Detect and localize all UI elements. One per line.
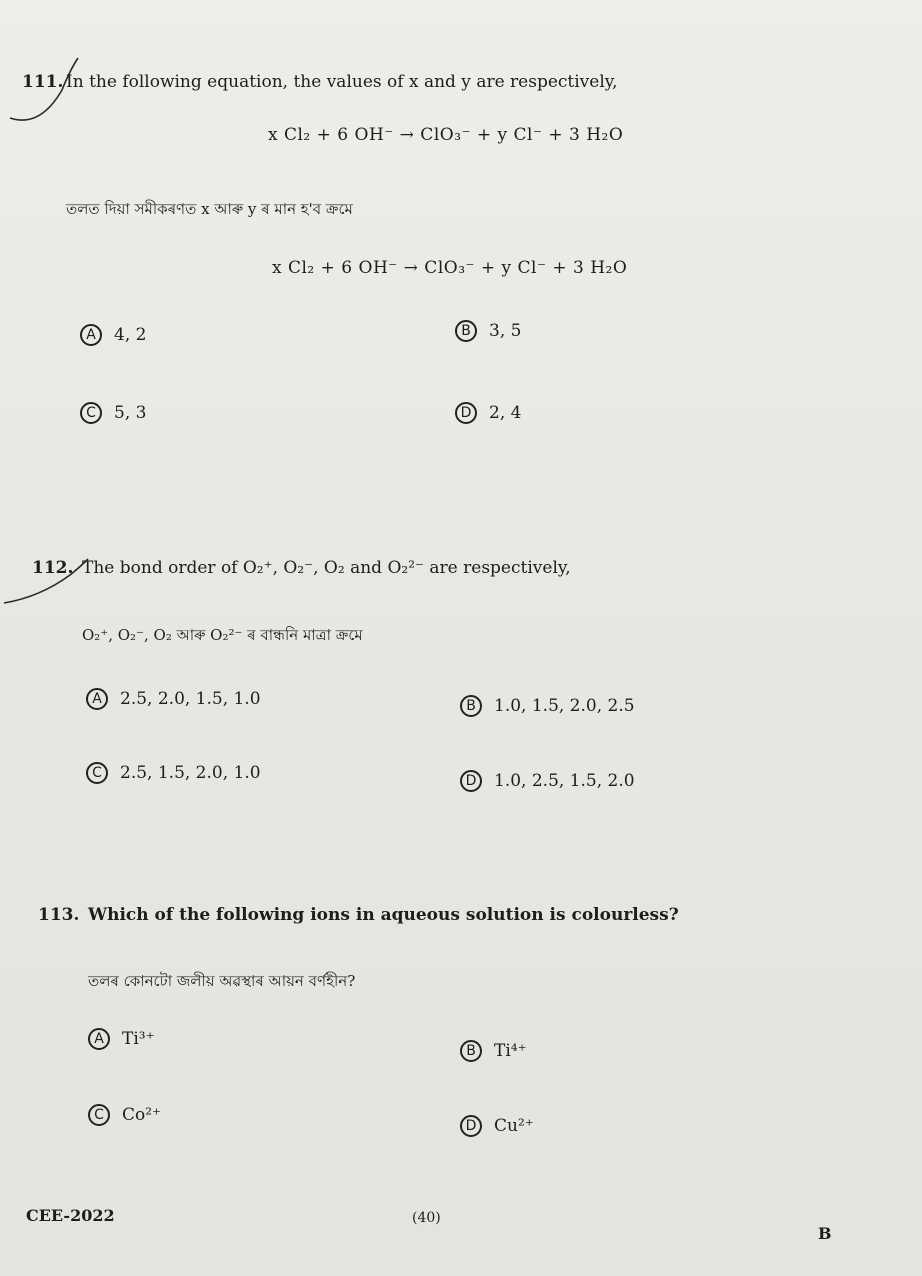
exam-code: CEE-2022 xyxy=(26,1206,115,1225)
option-letter: D xyxy=(460,770,482,792)
question-number: 111. xyxy=(22,72,64,92)
option-letter: C xyxy=(88,1104,110,1126)
question-number: 112. xyxy=(32,558,74,578)
option-d[interactable] xyxy=(460,1115,534,1137)
option-c[interactable] xyxy=(88,1104,161,1126)
option-letter: D xyxy=(455,402,477,424)
option-value: Ti⁴⁺ xyxy=(494,1041,527,1061)
option-letter: B xyxy=(460,1040,482,1062)
option-value: 5, 3 xyxy=(114,403,147,423)
option-letter: A xyxy=(86,688,108,710)
question-text-en: Which of the following ions in aqueous solution is colourless? xyxy=(88,905,679,925)
option-c[interactable] xyxy=(86,762,261,784)
question-number: 113. xyxy=(38,905,80,925)
option-value: 1.0, 2.5, 1.5, 2.0 xyxy=(494,771,635,791)
question-text-as: O₂⁺, O₂⁻, O₂ আৰু O₂²⁻ ৰ বান্ধনি মাত্ৰা ক্ৰমে xyxy=(82,626,363,644)
question-text-en: The bond order of O₂⁺, O₂⁻, O₂ and O₂²⁻ are respectively, xyxy=(82,558,571,578)
option-d[interactable] xyxy=(455,402,521,424)
option-value: Cu²⁺ xyxy=(494,1116,534,1136)
option-value: 4, 2 xyxy=(114,325,147,345)
equation-repeat: x Cl₂ + 6 OH⁻ → ClO₃⁻ + y Cl⁻ + 3 H₂O xyxy=(272,258,628,278)
page-number: (40) xyxy=(412,1210,441,1226)
option-a[interactable] xyxy=(86,688,261,710)
option-b[interactable] xyxy=(455,320,521,342)
option-letter: A xyxy=(88,1028,110,1050)
option-value: 2.5, 2.0, 1.5, 1.0 xyxy=(120,689,261,709)
option-value: Ti³⁺ xyxy=(122,1029,155,1049)
equation: x Cl₂ + 6 OH⁻ → ClO₃⁻ + y Cl⁻ + 3 H₂O xyxy=(268,125,624,145)
option-value: 2, 4 xyxy=(489,403,522,423)
option-letter: A xyxy=(80,324,102,346)
option-b[interactable] xyxy=(460,1040,527,1062)
option-value: 1.0, 1.5, 2.0, 2.5 xyxy=(494,696,635,716)
option-letter: C xyxy=(80,402,102,424)
option-value: 2.5, 1.5, 2.0, 1.0 xyxy=(120,763,261,783)
option-a[interactable] xyxy=(80,324,146,346)
option-letter: D xyxy=(460,1115,482,1137)
option-letter: B xyxy=(455,320,477,342)
option-value: 3, 5 xyxy=(489,321,522,341)
question-text-as: তলত দিয়া সমীকৰণত x আৰু y ৰ মান হ'ব ক্ৰমে xyxy=(66,200,353,218)
option-letter: B xyxy=(460,695,482,717)
option-b[interactable] xyxy=(460,695,635,717)
question-text-en: In the following equation, the values of x and y are respectively, xyxy=(66,72,618,92)
option-c[interactable] xyxy=(80,402,146,424)
option-d[interactable] xyxy=(460,770,635,792)
option-a[interactable] xyxy=(88,1028,155,1050)
option-letter: C xyxy=(86,762,108,784)
option-value: Co²⁺ xyxy=(122,1105,162,1125)
question-text-as: তলৰ কোনটো জলীয় অৱস্থাৰ আয়ন বৰ্ণহীন? xyxy=(88,972,356,990)
set-code: B xyxy=(818,1224,832,1243)
